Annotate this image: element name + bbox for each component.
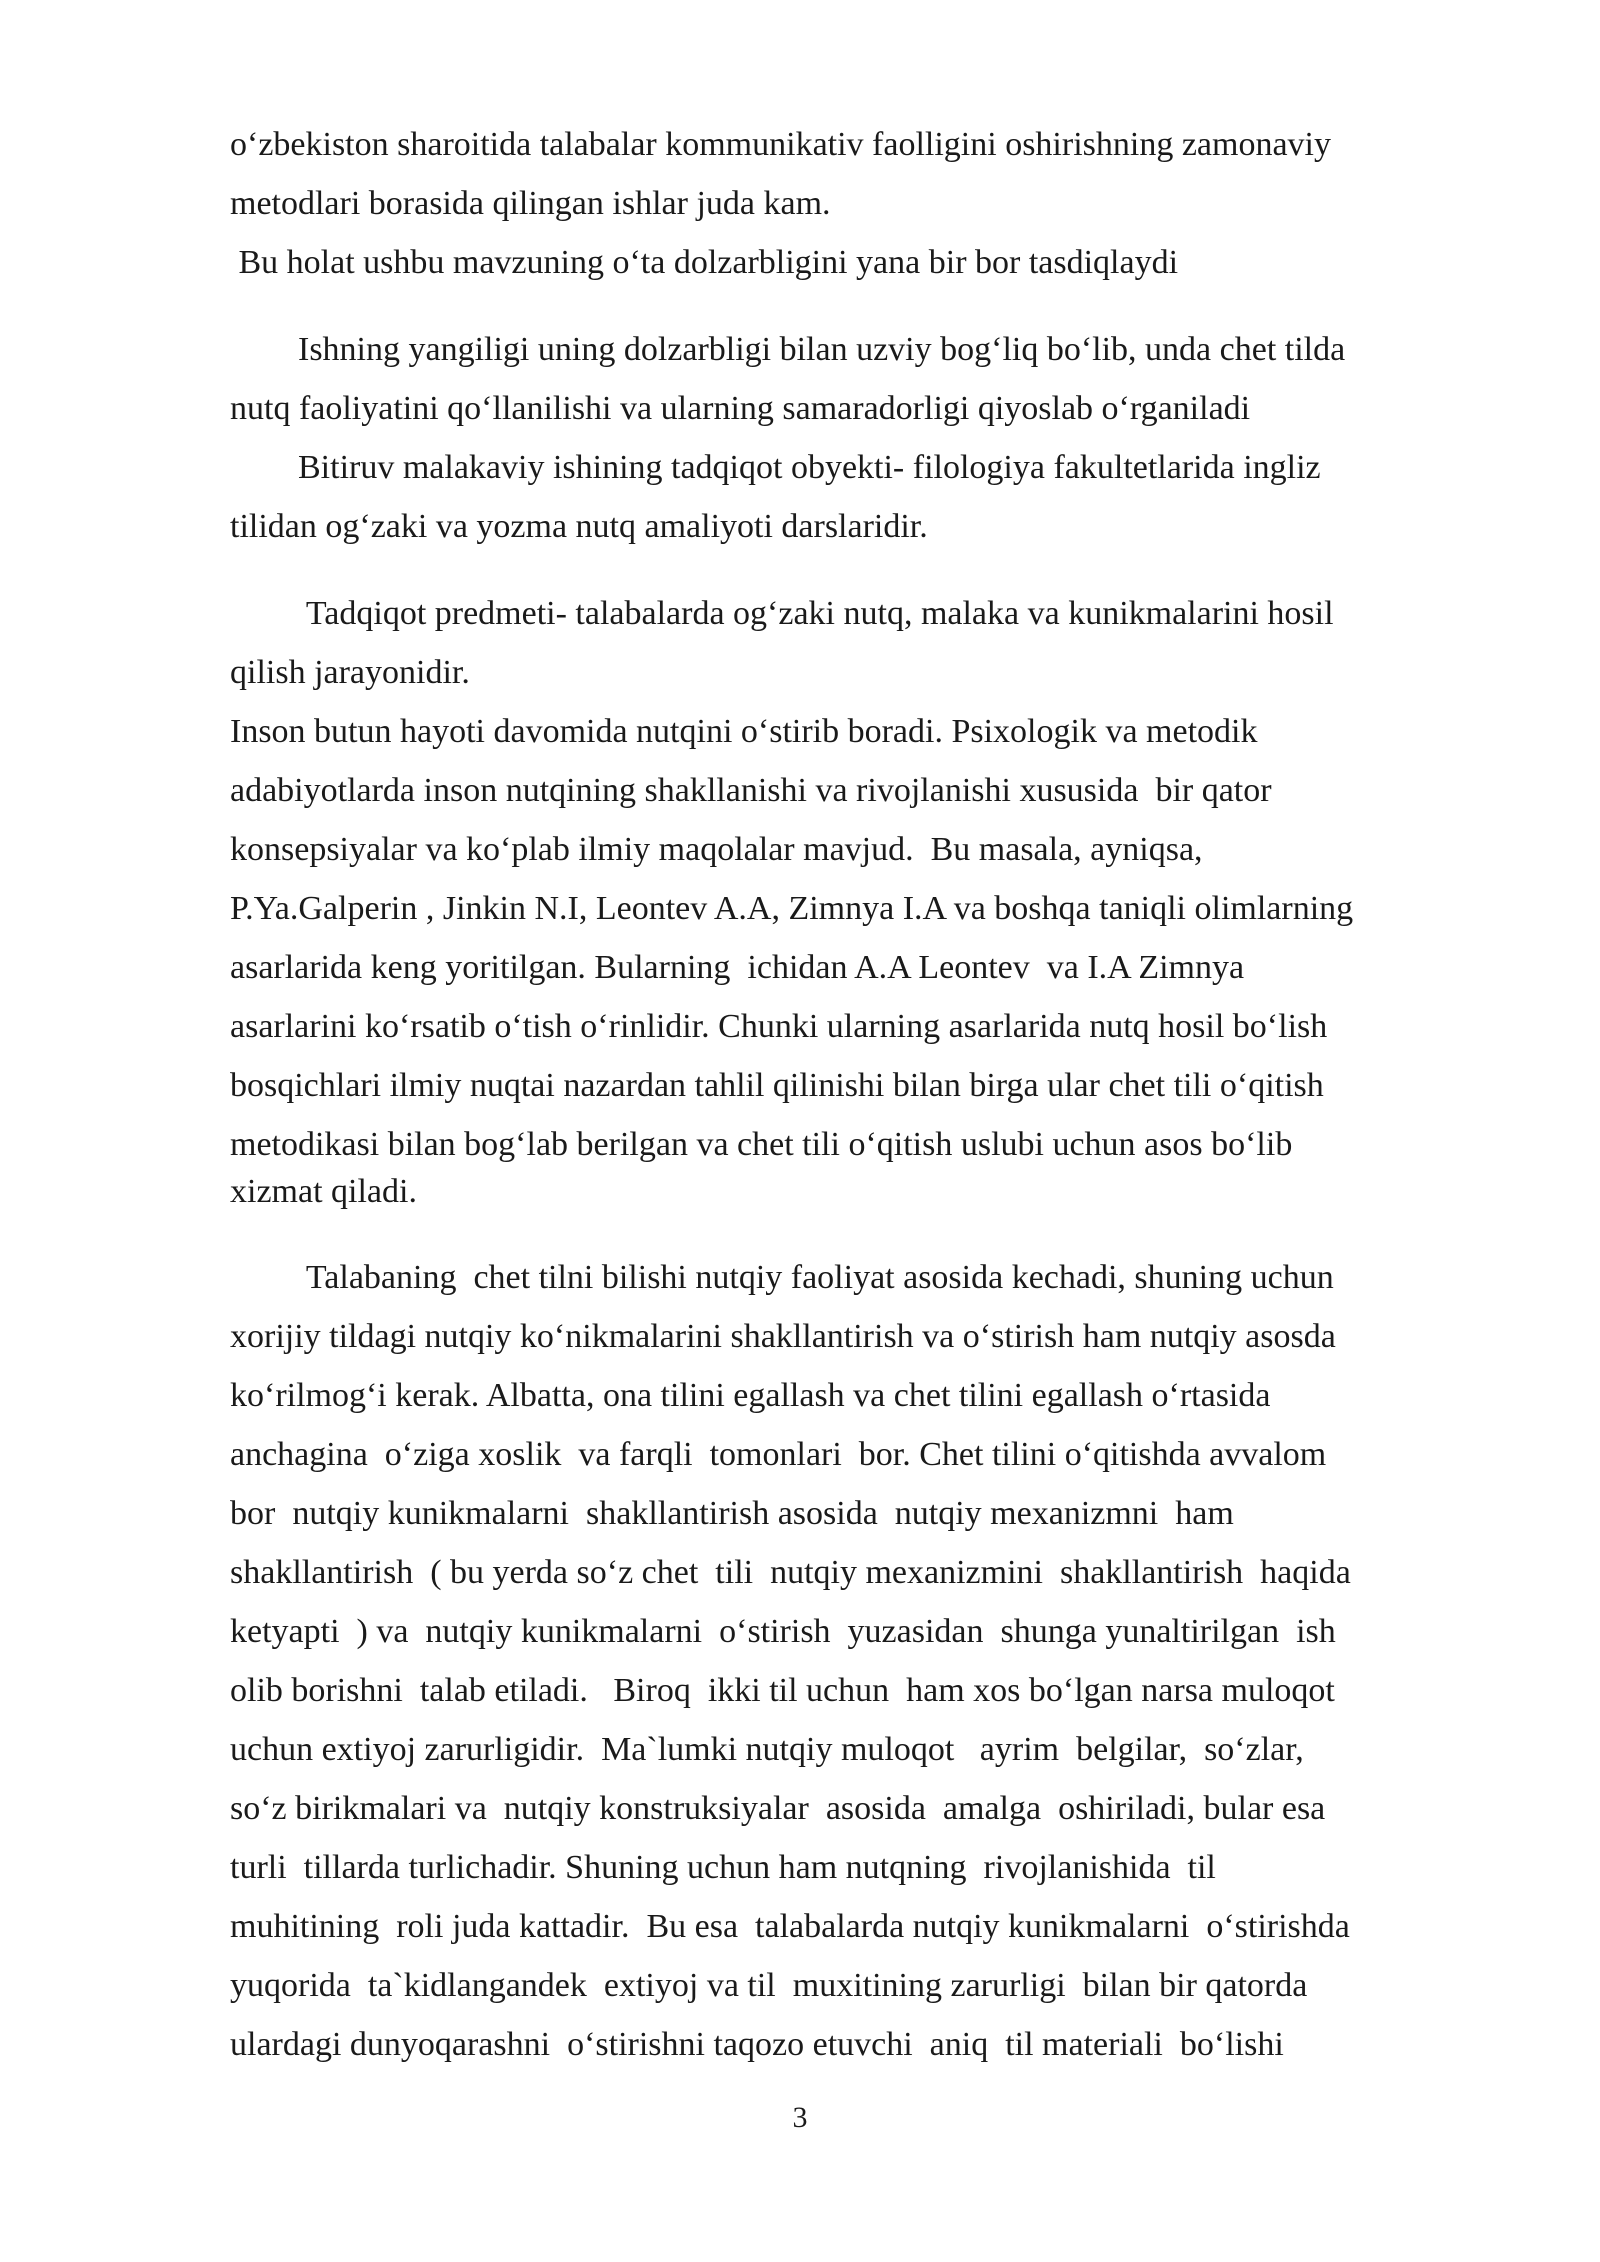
text-line: adabiyotlarda inson nutqining shakllanishi va rivojlanishi xususida bir qator <box>230 772 1272 809</box>
text-line: ulardagi dunyoqarashni o‘stirishni taqozo etuvchi aniq til materiali bo‘lishi <box>230 2026 1284 2063</box>
text-line: o‘zbekiston sharoitida talabalar kommunikativ faolligini oshirishning zamonaviy <box>230 126 1331 163</box>
text-line: bosqichlari ilmiy nuqtai nazardan tahlil qilinishi bilan birga ular chet tili o‘qitish <box>230 1067 1324 1104</box>
text-line: xorijiy tildagi nutqiy ko‘nikmalarini shakllantirish va o‘stirish ham nutqiy asosda <box>230 1318 1336 1355</box>
text-line: bor nutqiy kunikmalarni shakllantirish asosida nutqiy mexanizmni ham <box>230 1495 1234 1532</box>
text-line: Inson butun hayoti davomida nutqini o‘stirib boradi. Psixologik va metodik <box>230 713 1258 750</box>
page-number: 3 <box>792 2101 808 2134</box>
text-line: qilish jarayonidir. <box>230 654 470 691</box>
text-line: Bu holat ushbu mavzuning o‘ta dolzarbligini yana bir bor tasdiqlaydi <box>230 244 1179 281</box>
text-line: Tadqiqot predmeti- talabalarda og‘zaki nutq, malaka va kunikmalarini hosil <box>230 595 1334 632</box>
text-line: anchagina o‘ziga xoslik va farqli tomonlari bor. Chet tilini o‘qitishda avvalom <box>230 1436 1327 1473</box>
text-line: konsepsiyalar va ko‘plab ilmiy maqolalar mavjud. Bu masala, ayniqsa, <box>230 831 1203 868</box>
text-line: Ishning yangiligi uning dolzarbligi bilan uzviy bog‘liq bo‘lib, unda chet tilda <box>230 331 1346 368</box>
text-line: yuqorida ta`kidlangandek extiyoj va til muxitining zarurligi bilan bir qatorda <box>230 1967 1308 2004</box>
text-line: Bitiruv malakaviy ishining tadqiqot obyekti- filologiya fakultetlarida ingliz <box>230 449 1321 486</box>
text-line: P.Ya.Galperin , Jinkin N.I, Leontev A.A, Zimnya I.A va boshqa taniqli olimlarning <box>230 890 1354 927</box>
text-line: so‘z birikmalari va nutqiy konstruksiyalar asosida amalga oshiriladi, bular esa <box>230 1790 1326 1827</box>
text-line: asarlarini ko‘rsatib o‘tish o‘rinlidir. Chunki ularning asarlarida nutq hosil bo‘lish <box>230 1008 1328 1045</box>
text-line: ko‘rilmog‘i kerak. Albatta, ona tilini egallash va chet tilini egallash o‘rtasida <box>230 1377 1271 1414</box>
text-line: shakllantirish ( bu yerda so‘z chet tili nutqiy mexanizmini shakllantirish haqida <box>230 1554 1351 1591</box>
text-line: muhitining roli juda kattadir. Bu esa talabalarda nutqiy kunikmalarni o‘stirishda <box>230 1908 1350 1945</box>
text-line: xizmat qiladi. <box>230 1173 417 1210</box>
text-line: turli tillarda turlichadir. Shuning uchun ham nutqning rivojlanishida til <box>230 1849 1216 1886</box>
text-line: asarlarida keng yoritilgan. Bularning ichidan A.A Leontev va I.A Zimnya <box>230 949 1245 986</box>
text-line: metodikasi bilan bog‘lab berilgan va chet tili o‘qitish uslubi uchun asos bo‘lib <box>230 1126 1293 1163</box>
text-line: ketyapti ) va nutqiy kunikmalarni o‘stirish yuzasidan shunga yunaltirilgan ish <box>230 1613 1336 1650</box>
text-line: uchun extiyoj zarurligidir. Ma`lumki nutqiy muloqot ayrim belgilar, so‘zlar, <box>230 1731 1304 1768</box>
text-line: metodlari borasida qilingan ishlar juda kam. <box>230 185 831 222</box>
text-line: tilidan og‘zaki va yozma nutq amaliyoti darslaridir. <box>230 508 928 545</box>
text-line: nutq faoliyatini qo‘llanilishi va ularning samaradorligi qiyoslab o‘rganiladi <box>230 390 1251 427</box>
text-line: olib borishni talab etiladi. Biroq ikki til uchun ham xos bo‘lgan narsa muloqot <box>230 1672 1335 1709</box>
text-line: Talabaning chet tilni bilishi nutqiy faoliyat asosida kechadi, shuning uchun <box>230 1259 1334 1296</box>
